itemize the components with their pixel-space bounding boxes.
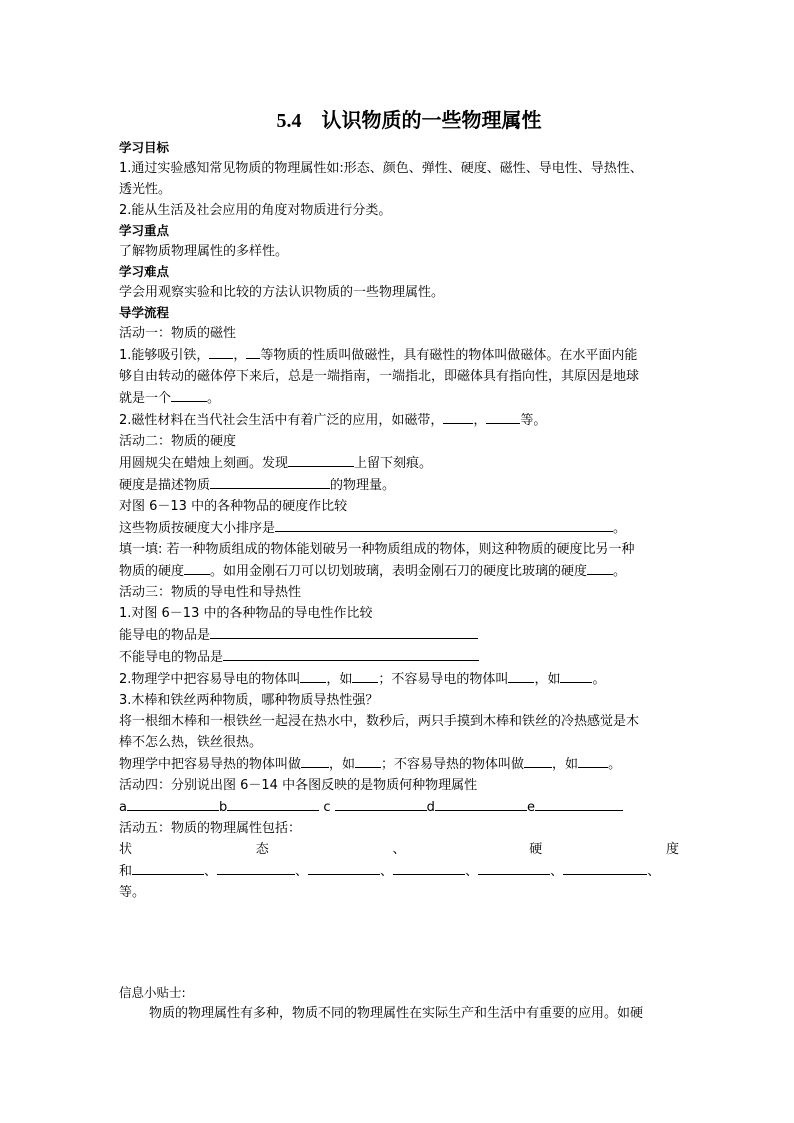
text: 。: [207, 391, 221, 406]
activity-5-heading: 活动五：物质的物理属性包括：: [119, 821, 302, 836]
label-a: a: [119, 800, 127, 815]
text: ，如: [552, 757, 579, 772]
label-c: c: [323, 800, 331, 815]
fill-blank[interactable]: [301, 753, 329, 768]
fill-blank[interactable]: [355, 753, 381, 768]
text: 物理学中把容易导热的物体叫做: [119, 757, 302, 772]
activity-4-answers: [119, 796, 679, 818]
fill-blank[interactable]: [563, 860, 647, 875]
activity-1-line-4: [119, 409, 679, 431]
text: 、: [295, 864, 309, 879]
activity-3-line-3: [119, 646, 679, 668]
section-heading-goals: 学习目标: [119, 140, 170, 155]
tip-title: 信息小贴士:: [119, 985, 186, 1000]
activity-3-line-2: [119, 624, 679, 646]
activity-2-line-3: 对图 6－13 中的各种物品的硬度作比较: [119, 499, 348, 514]
fill-blank[interactable]: [223, 646, 479, 661]
section-heading-flow: 导学流程: [119, 305, 170, 320]
fill-blank[interactable]: [275, 517, 613, 532]
fill-blank[interactable]: [300, 668, 326, 683]
text: 度: [665, 842, 679, 857]
goal-1-line-1: 1.通过实验感知常见物质的物理属性如:形态、颜色、弹性、硬度、磁性、导电性、导热性、: [119, 161, 643, 176]
activity-4-heading: 活动四：分别说出图 6－14 中各图反映的是物质何种物理属性: [119, 778, 478, 793]
fill-blank[interactable]: [435, 796, 527, 811]
document-page: [119, 100, 679, 1024]
fill-blank[interactable]: [393, 860, 465, 875]
text: 物质的硬度: [119, 564, 185, 579]
activity-3-line-8: [119, 753, 679, 775]
text: 等物质的性质叫做磁性，具有磁性的物体叫做磁体。在水平面内能: [260, 348, 638, 363]
activity-5-line-1: [119, 839, 679, 860]
text: 、: [392, 842, 406, 857]
text: 这些物质按硬度大小排序是: [119, 521, 276, 536]
text: ，如: [326, 672, 353, 687]
text: 。如用金刚石刀可以切划玻璃，表明金刚石刀的硬度比玻璃的硬度: [210, 564, 588, 579]
fill-blank[interactable]: [335, 796, 427, 811]
text: 1.能够吸引铁，: [119, 348, 210, 363]
activity-3-line-6: 将一根细木棒和一根铁丝一起浸在热水中，数秒后，两只手摸到木棒和铁丝的冷热感觉是木: [119, 714, 640, 729]
fill-blank[interactable]: [184, 560, 210, 575]
fill-blank[interactable]: [210, 624, 478, 639]
text: 、: [465, 864, 479, 879]
section-heading-key: 学习重点: [119, 223, 170, 238]
fill-blank[interactable]: [171, 387, 207, 402]
activity-2-line-2: [119, 474, 679, 496]
text: 能导电的物品是: [119, 628, 211, 643]
fill-blank[interactable]: [486, 409, 520, 424]
fill-blank[interactable]: [308, 860, 380, 875]
blank-space: [119, 903, 679, 983]
activity-2-line-4: [119, 517, 679, 539]
fill-blank[interactable]: [508, 668, 534, 683]
text: 就是一个: [119, 391, 172, 406]
difficulty-text: 学会用观察实验和比较的方法认识物质的一些物理属性。: [119, 285, 445, 300]
text: 、: [647, 864, 661, 879]
activity-1-line-3: [119, 387, 679, 409]
goal-2: 2.能从生活及社会应用的角度对物质进行分类。: [119, 203, 392, 218]
fill-blank[interactable]: [560, 668, 592, 683]
activity-3-line-1: 1.对图 6－13 中的各种物品的导电性作比较: [119, 606, 373, 621]
fill-blank[interactable]: [217, 860, 295, 875]
activity-1-heading: 活动一：物质的磁性: [119, 326, 237, 341]
fill-blank[interactable]: [443, 409, 473, 424]
text: 用圆规尖在蜡烛上刻画。发现: [119, 456, 289, 471]
label-d: d: [426, 800, 435, 815]
text: 不能导电的物品是: [119, 650, 224, 665]
fill-blank[interactable]: [535, 796, 623, 811]
text: 。: [592, 672, 606, 687]
text: 等。: [520, 413, 547, 428]
fill-blank[interactable]: [210, 474, 330, 489]
goal-1-line-2: 透光性。: [119, 182, 172, 197]
fill-blank[interactable]: [246, 344, 260, 359]
fill-blank[interactable]: [288, 452, 354, 467]
activity-2-line-5: 填一填: 若一种物质组成的物体能划破另一种物质组成的物体，则这种物质的硬度比另一种: [119, 542, 635, 557]
text: 和: [119, 864, 133, 879]
text: 态: [255, 842, 269, 857]
text: ，如: [534, 672, 561, 687]
text: 2.磁性材料在当代社会生活中有着广泛的应用，如磁带，: [119, 413, 444, 428]
activity-1-line-1: [119, 344, 679, 366]
text: ，: [473, 413, 487, 428]
activity-3-line-4: [119, 668, 679, 690]
activity-5-line-3: 等。: [119, 885, 146, 900]
activity-5-line-2: [119, 860, 679, 882]
section-heading-difficulty: 学习难点: [119, 264, 170, 279]
activity-2-line-6: [119, 560, 679, 582]
text: 。: [613, 564, 627, 579]
text: 、: [550, 864, 564, 879]
key-text: 了解物质物理属性的多样性。: [119, 244, 289, 259]
text: 。: [613, 521, 627, 536]
tip-text: 物质的物理属性有多种，物质不同的物理属性在实际生产和生活中有重要的应用。如硬: [149, 1006, 644, 1021]
activity-3-line-5: 3.木棒和铁丝两种物质，哪种物质导热性强？: [119, 693, 379, 708]
fill-blank[interactable]: [227, 796, 319, 811]
text: 状: [119, 842, 133, 857]
label-e: e: [526, 800, 535, 815]
fill-blank[interactable]: [352, 668, 378, 683]
text: 、: [380, 864, 394, 879]
page-title: 5.4 认识物质的一些物理属性: [276, 110, 542, 132]
activity-3-heading: 活动三：物质的导电性和导热性: [119, 585, 302, 600]
label-b: b: [218, 800, 228, 815]
text: 2.物理学中把容易导电的物体叫: [119, 672, 301, 687]
fill-blank[interactable]: [587, 560, 613, 575]
text: 。: [608, 757, 622, 772]
fill-blank[interactable]: [127, 796, 219, 811]
text: ，如: [329, 757, 356, 772]
text: 的物理量。: [330, 478, 396, 493]
text: 硬: [529, 842, 543, 857]
fill-blank[interactable]: [132, 860, 204, 875]
fill-blank[interactable]: [209, 344, 233, 359]
text: 上留下刻痕。: [354, 456, 433, 471]
activity-2-heading: 活动二：物质的硬度: [119, 434, 237, 449]
text: 硬度是描述物质: [119, 478, 211, 493]
activity-1-line-2: 够自由转动的磁体停下来后，总是一端指南，一端指北，即磁体具有指向性，其原因是地球: [119, 369, 640, 384]
fill-blank[interactable]: [478, 860, 550, 875]
text: ，: [233, 348, 247, 363]
text: ；不容易导电的物体叫: [378, 672, 509, 687]
fill-blank[interactable]: [578, 753, 608, 768]
activity-3-line-7: 棒不怎么热，铁丝很热。: [119, 735, 263, 750]
text: ；不容易导热的物体叫做: [381, 757, 525, 772]
fill-blank[interactable]: [524, 753, 552, 768]
text: 、: [204, 864, 218, 879]
activity-2-line-1: [119, 452, 679, 474]
